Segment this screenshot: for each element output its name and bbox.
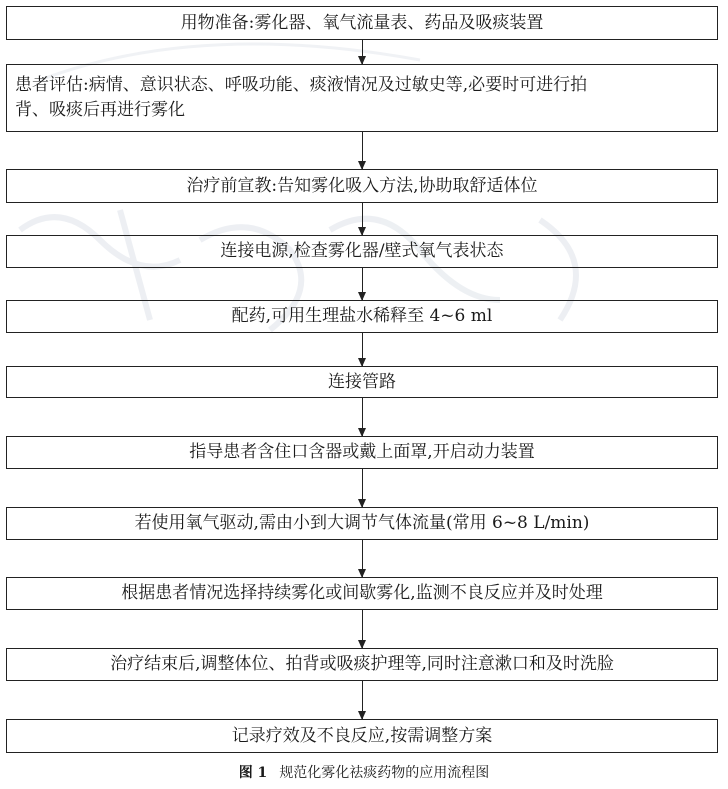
step-text: 连接管路 <box>328 371 396 392</box>
flow-arrow <box>362 540 363 577</box>
step-text: 用物准备:雾化器、氧气流量表、药品及吸痰装置 <box>180 12 544 33</box>
flow-arrow <box>362 203 363 235</box>
step-text: 配药,可用生理盐水稀释至 4~6 ml <box>231 306 493 327</box>
flow-arrow <box>362 469 363 507</box>
flow-arrow <box>362 268 363 300</box>
step-supplies-preparation <box>6 6 718 40</box>
step-oxygen-flow <box>6 507 718 540</box>
flow-arrow <box>362 40 363 64</box>
step-record-outcome <box>6 719 718 753</box>
figure-title: 规范化雾化祛痰药物的应用流程图 <box>279 765 490 781</box>
step-patient-assessment <box>6 64 718 132</box>
step-nebulization-mode <box>6 577 718 610</box>
step-text: 患者评估:病情、意识状态、呼吸功能、痰液情况及过敏史等,必要时可进行拍背、吸痰后再进行雾化 <box>15 75 588 120</box>
step-post-treatment-care <box>6 648 718 681</box>
flow-arrow <box>362 132 363 169</box>
step-guide-patient <box>6 436 718 469</box>
flow-arrow <box>362 681 363 719</box>
step-text: 指导患者含住口含器或戴上面罩,开启动力装置 <box>189 442 535 463</box>
figure-number: 图 1 <box>238 765 268 781</box>
step-text: 记录疗效及不良反应,按需调整方案 <box>231 725 493 746</box>
step-pre-treatment-education <box>6 169 718 203</box>
step-text: 连接电源,检查雾化器/壁式氧气表状态 <box>220 241 504 262</box>
flow-arrow <box>362 398 363 436</box>
flow-arrow <box>362 610 363 648</box>
step-text: 根据患者情况选择持续雾化或间歇雾化,监测不良反应并及时处理 <box>121 583 603 604</box>
step-text: 若使用氧气驱动,需由小到大调节气体流量(常用 6~8 L/min) <box>134 513 590 534</box>
step-connect-power <box>6 235 718 268</box>
figure-caption <box>0 762 728 782</box>
step-prepare-medication <box>6 300 718 333</box>
flow-arrow <box>362 333 363 366</box>
step-text: 治疗结束后,调整体位、拍背或吸痰护理等,同时注意漱口和及时洗脸 <box>110 654 614 675</box>
step-text: 治疗前宣教:告知雾化吸入方法,协助取舒适体位 <box>186 175 538 196</box>
step-connect-tubing <box>6 366 718 398</box>
